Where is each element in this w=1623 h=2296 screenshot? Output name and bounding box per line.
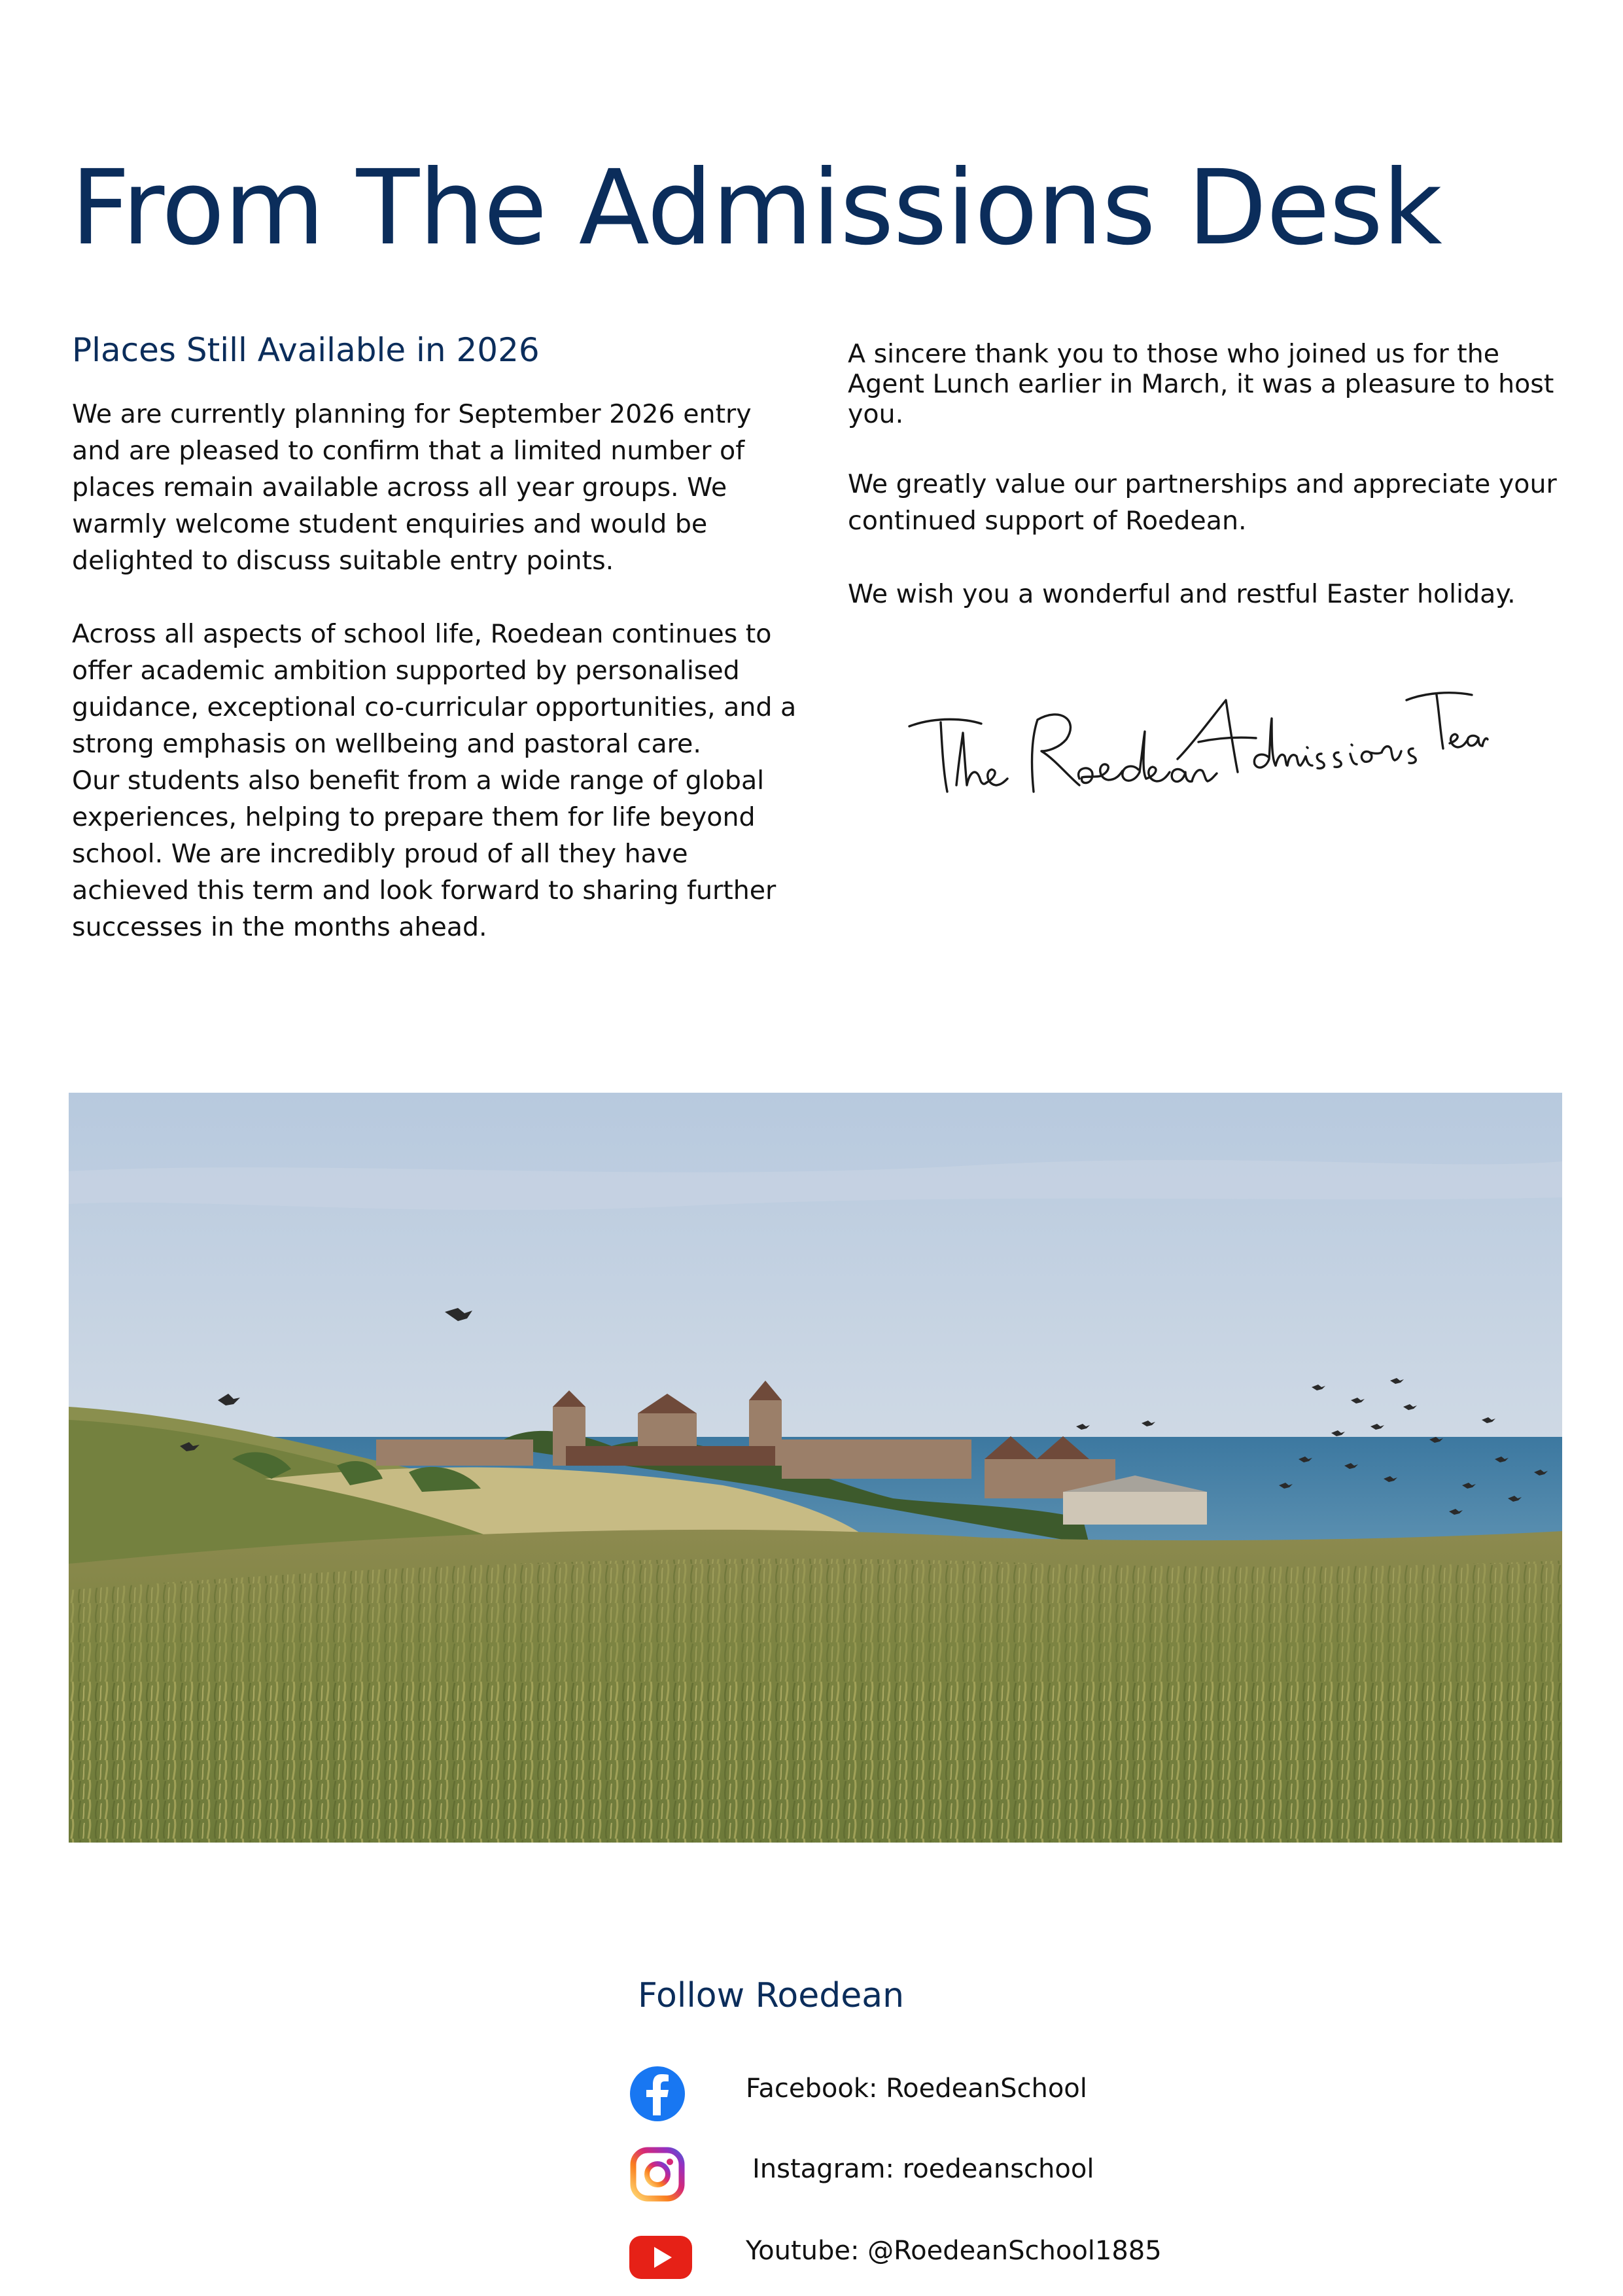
partnership-paragraph: [848, 466, 1561, 539]
facebook-label: Facebook: RoedeanSchool: [746, 2074, 1087, 2104]
school-life-line: achieved this term and look forward to sharing further: [72, 875, 777, 906]
partnership-line: We greatly value our partnerships and appreciate your: [848, 469, 1557, 499]
facebook-link[interactable]: [628, 2064, 1348, 2130]
page-title: From The Admissions Desk: [71, 148, 1442, 268]
thank-you-line: you.: [848, 399, 904, 429]
youtube-link[interactable]: [628, 2227, 1348, 2292]
entry-line: We are currently planning for September 2026 entry: [72, 399, 752, 429]
instagram-icon: [628, 2145, 687, 2204]
places-subheading: Places Still Available in 2026: [72, 331, 540, 369]
easter-paragraph: [848, 576, 1561, 612]
school-life-line: strong emphasis on wellbeing and pastoral care.: [72, 729, 701, 759]
facebook-icon: [628, 2064, 687, 2123]
landscape-photo: [69, 1093, 1562, 1843]
right-column: [848, 339, 1561, 649]
school-life-line: experiences, helping to prepare them for life beyond: [72, 802, 756, 832]
school-life-paragraph: [72, 616, 797, 945]
left-column: [72, 330, 797, 982]
school-life-line: Across all aspects of school life, Roedean continues to: [72, 619, 772, 649]
entry-line: delighted to discuss suitable entry points.: [72, 546, 614, 576]
school-life-line: offer academic ambition supported by personalised: [72, 656, 740, 686]
entry-line: warmly welcome student enquiries and would be: [72, 509, 708, 539]
partnership-line: continued support of Roedean.: [848, 506, 1247, 536]
thank-you-line: A sincere thank you to those who joined us for the: [848, 339, 1500, 369]
youtube-icon: [628, 2227, 693, 2286]
school-life-line: Our students also benefit from a wide range of global: [72, 766, 765, 796]
signature: [903, 680, 1492, 811]
entry-paragraph: [72, 396, 785, 579]
thank-you-line: Agent Lunch earlier in March, it was a pleasure to host: [848, 369, 1554, 399]
instagram-link[interactable]: [628, 2145, 1348, 2210]
entry-line: and are pleased to confirm that a limited number of: [72, 436, 745, 466]
follow-heading: Follow Roedean: [638, 1976, 905, 2015]
easter-line: We wish you a wonderful and restful Easter holiday.: [848, 579, 1516, 609]
entry-line: places remain available across all year groups. We: [72, 472, 727, 503]
youtube-label: Youtube: @RoedeanSchool1885: [746, 2236, 1162, 2266]
school-life-line: school. We are incredibly proud of all they have: [72, 839, 688, 869]
instagram-label: Instagram: roedeanschool: [752, 2154, 1094, 2184]
thank-you-paragraph: [848, 339, 1561, 429]
school-life-line: successes in the months ahead.: [72, 912, 487, 942]
school-life-line: guidance, exceptional co-curricular opportunities, and a: [72, 692, 797, 722]
